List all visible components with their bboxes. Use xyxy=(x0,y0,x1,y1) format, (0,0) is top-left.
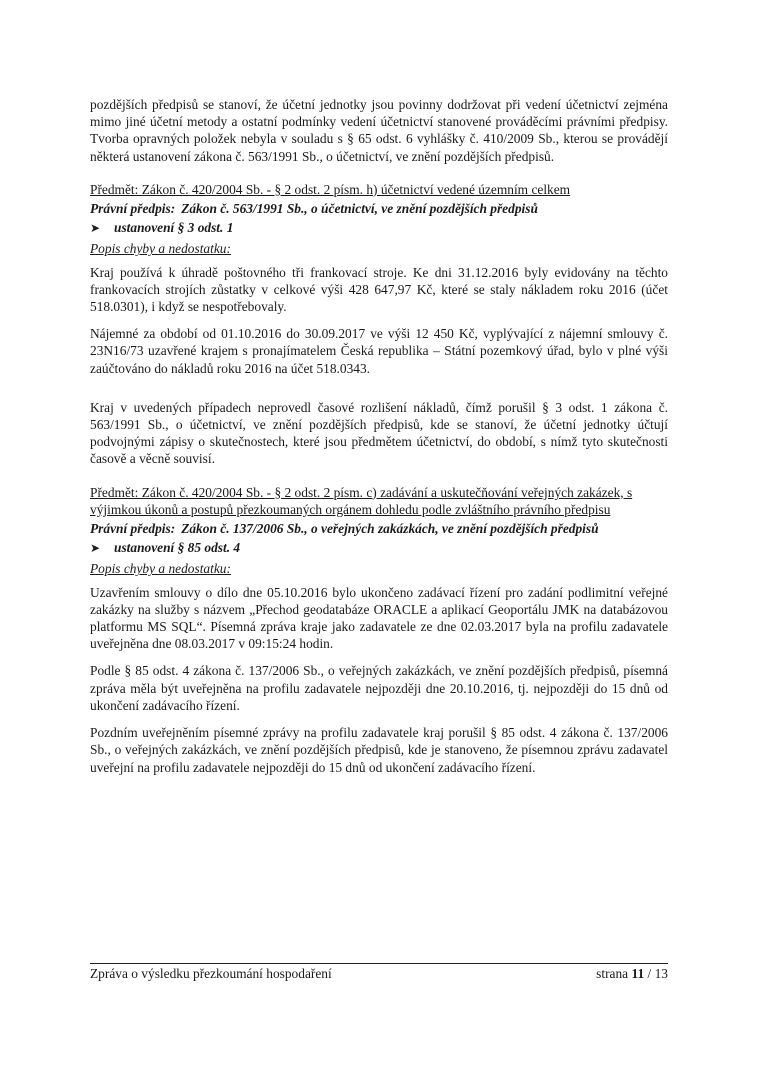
footer-title: Zpráva o výsledku přezkoumání hospodaření xyxy=(90,966,332,981)
page-number xyxy=(596,966,668,982)
legal-regulation xyxy=(90,200,668,217)
section-subject: Předmět: Zákon č. 420/2004 Sb. - § 2 odst. 2 písm. h) účetnictví vedené územním celkem xyxy=(90,181,571,197)
provision xyxy=(90,539,668,557)
provision-text: ustanovení § 85 odst. 4 xyxy=(114,540,241,556)
legal-regulation-label: Právní předpis: xyxy=(90,201,176,217)
page-total: 13 xyxy=(654,966,668,981)
legal-regulation xyxy=(90,520,668,537)
provision-text: ustanovení § 3 odst. 1 xyxy=(114,220,234,236)
legal-regulation-label: Právní předpis: xyxy=(90,521,176,537)
section-subject: Předmět: Zákon č. 420/2004 Sb. - § 2 odst. 2 písm. c) zadávání a uskutečňování veřejných zakázek, s výjimkou úkonů a postupů přezkoumaných orgánem dohledu podle zvláštního právního předpisu xyxy=(90,484,633,517)
defect-description-label: Popis chyby a nedostatku: xyxy=(90,561,231,577)
finding-section-2 xyxy=(90,484,668,776)
arrow-bullet-icon: ➤ xyxy=(90,541,101,556)
section-paragraph: Kraj používá k úhradě poštovného tři frankovací stroje. Ke dni 31.12.2016 byly evidovány na těchto frankovacích strojích zůstatky v celkové výši 428 647,97 Kč, které se staly nákladem roku 2016 (účet 518.0301), i když se nespotřebovaly. xyxy=(90,264,668,315)
section-paragraph: Uzavřením smlouvy o dílo dne 05.10.2016 bylo ukončeno zadávací řízení pro zadání podlimitní veřejné zakázky na služby s názvem „Přechod geodatabáze ORACLE a aplikací Geoportálu JMK na databázovou platformu MS SQL“. Písemná zpráva kraje jako zadavatele ze dne 02.03.2017 byla na profilu zadavatele uveřejněna dne 08.03.2017 v 09:15:24 hodin. xyxy=(90,584,668,652)
section-paragraph: Kraj v uvedených případech neprovedl časové rozlišení nákladů, čímž porušil § 3 odst. 1 zákona č. 563/1991 Sb., o účetnictví, ve znění pozdějších předpisů, kde se stanoví, že účetní jednotky účtují podvojnými zápisy o skutečnostech, které jsou předmětem účetnictví, do období, s nímž tyto skutečnosti časově a věcně souvisí. xyxy=(90,399,668,467)
section-paragraph: Pozdním uveřejněním písemné zprávy na profilu zadavatele kraj porušil § 85 odst. 4 zákona č. 137/2006 Sb., o veřejných zakázkách, ve znění pozdějších předpisů, kde je stanoveno, že písemnou zprávu zadavatel uveřejní na profilu zadavatele nejpozději do 15 dnů od ukončení zadávacího řízení. xyxy=(90,725,668,775)
section-paragraph: Nájemné za období od 01.10.2016 do 30.09.2017 ve výši 12 450 Kč, vyplývající z nájemní smlouvy č. 23N16/73 uzavřené krajem s pronajímatelem Česká republika – Státní pozemkový úřad, bylo v plné výši zaúčtováno do nákladů roku 2016 na účet 518.0343. xyxy=(90,326,668,376)
finding-section-1 xyxy=(90,181,668,468)
document-body xyxy=(90,96,668,786)
page-prefix: strana xyxy=(596,966,629,981)
defect-description-label: Popis chyby a nedostatku: xyxy=(90,241,231,257)
intro-paragraph: pozdějších předpisů se stanoví, že účetní jednotky jsou povinny dodržovat při vedení účetnictví zejména mimo jiné účetní metody a ostatní podmínky vedení účetnictví stanovené prováděcími právními předpisy. Tvorba opravných položek nebyla v souladu s § 65 odst. 6 vyhlášky č. 410/2009 Sb., kterou se provádějí některá ustanovení zákona č. 563/1991 Sb., o účetnictví, ve znění pozdějších předpisů. xyxy=(90,97,668,164)
arrow-bullet-icon: ➤ xyxy=(90,221,101,236)
legal-regulation-text: Zákon č. 563/1991 Sb., o účetnictví, ve znění pozdějších předpisů xyxy=(181,201,538,217)
provision xyxy=(90,219,668,237)
section-paragraph: Podle § 85 odst. 4 zákona č. 137/2006 Sb., o veřejných zakázkách, ve znění pozdějších předpisů, písemná zpráva měla být uveřejněna na profilu zadavatele nejpozději dne 20.10.2016, tj. nejpozději do 15 dnů od ukončení zadávacího řízení. xyxy=(90,663,668,713)
page-footer xyxy=(90,963,668,982)
page-current: 11 xyxy=(631,966,645,981)
legal-regulation-text: Zákon č. 137/2006 Sb., o veřejných zakázkách, ve znění pozdějších předpisů xyxy=(181,521,599,537)
page-separator: / xyxy=(647,966,652,981)
